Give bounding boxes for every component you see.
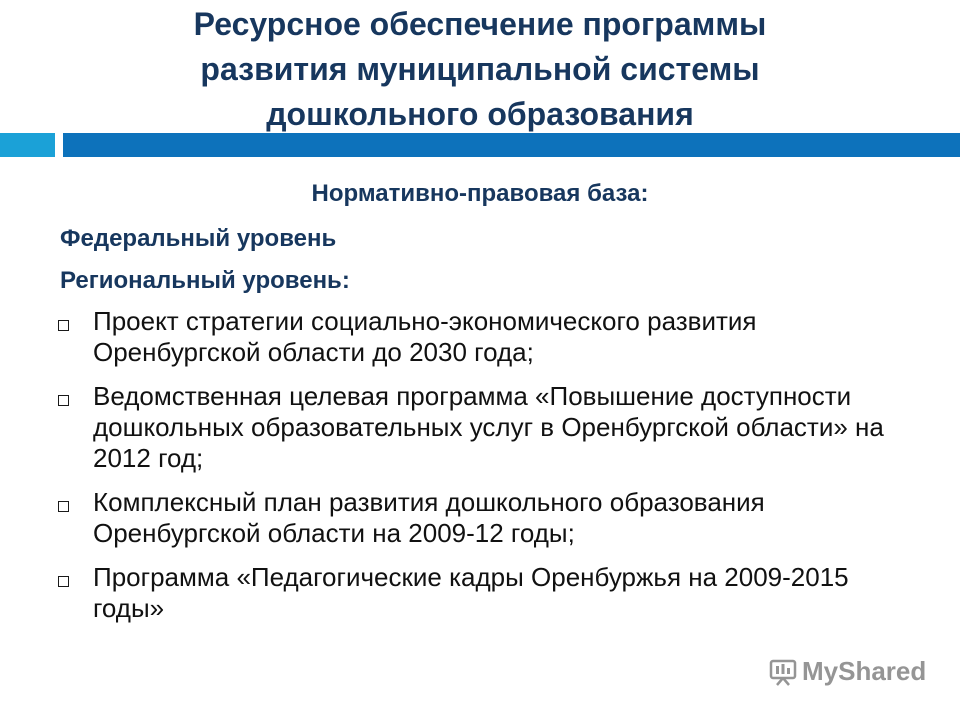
- list-item-text: Программа «Педагогические кадры Оренбуржья на 2009-2015 годы»: [93, 562, 849, 623]
- presentation-board-icon: [768, 657, 798, 687]
- regional-documents-list: [58, 306, 908, 637]
- list-item-text: Ведомственная целевая программа «Повышение доступности дошкольных образовательных услуг в Оренбургской области» на 2012 год;: [93, 381, 884, 473]
- title-line: развития муниципальной системы: [200, 51, 760, 87]
- header-rule-accent: [0, 133, 55, 157]
- list-item-text: Комплексный план развития дошкольного образования Оренбургской области на 2009-12 годы;: [93, 487, 765, 548]
- square-bullet-icon: [58, 395, 69, 406]
- list-item: [58, 487, 908, 549]
- header-rule-bar: [63, 133, 960, 157]
- list-item: [58, 562, 908, 624]
- regional-level-heading: Региональный уровень:: [60, 267, 350, 294]
- title-line: дошкольного образования: [266, 96, 694, 132]
- list-item: [58, 381, 908, 474]
- section-subheading: Нормативно-правовая база:: [311, 180, 649, 207]
- watermark-text: MyShared: [802, 656, 927, 686]
- slide-title: [100, 2, 860, 137]
- myshared-watermark: [768, 656, 926, 687]
- federal-level-heading: Федеральный уровень: [60, 225, 337, 252]
- list-item-text: Проект стратегии социально-экономического развития Оренбургской области до 2030 года;: [93, 306, 757, 367]
- square-bullet-icon: [58, 501, 69, 512]
- square-bullet-icon: [58, 576, 69, 587]
- list-item: [58, 306, 908, 368]
- square-bullet-icon: [58, 320, 69, 331]
- title-line: Ресурсное обеспечение программы: [193, 6, 767, 42]
